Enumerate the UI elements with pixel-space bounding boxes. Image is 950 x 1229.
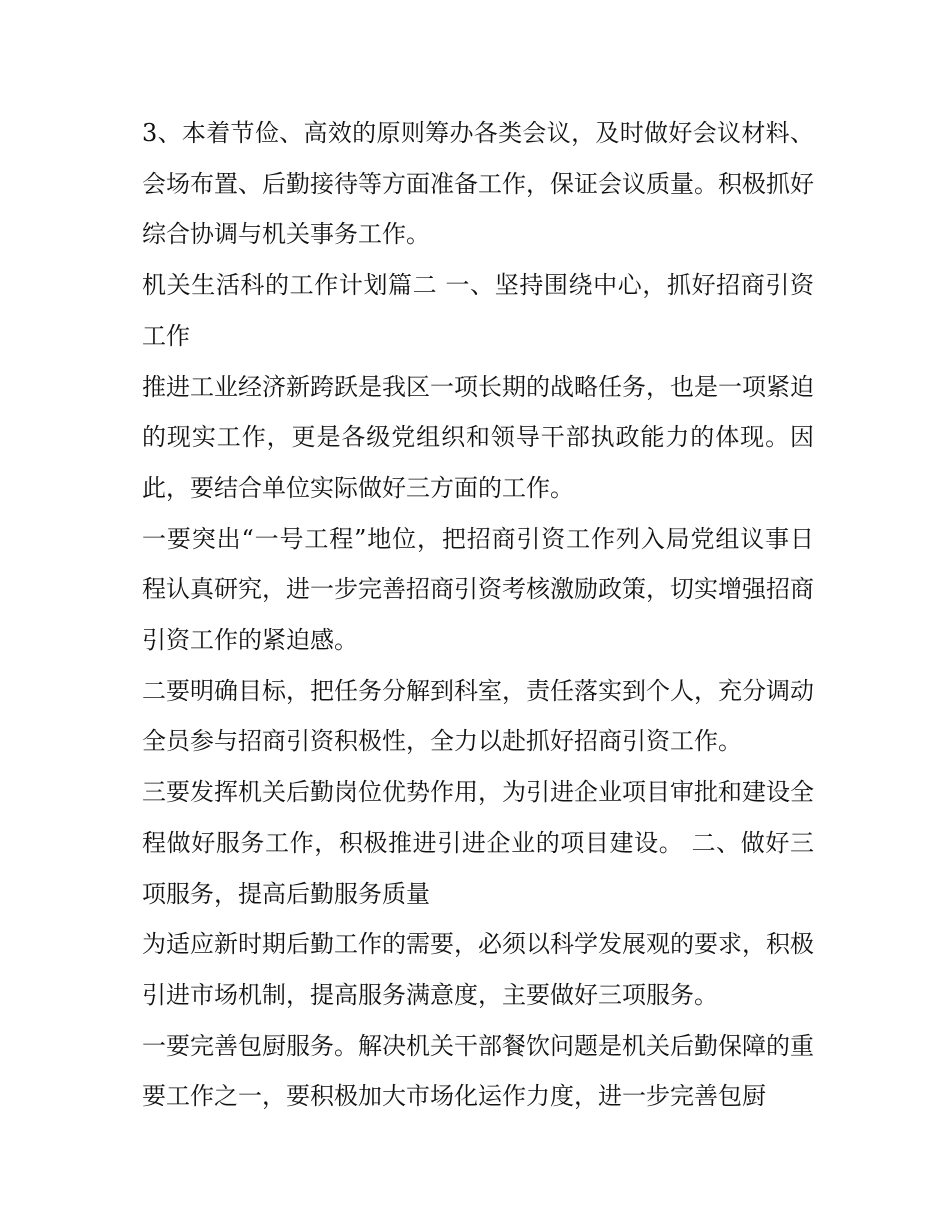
paragraph-logistics-advantage: 三要发挥机关后勤岗位优势作用，为引进企业项目审批和建设全程做好服务工作，积极推进引进企业的项目建设。 二、做好三项服务，提高后勤服务质量 — [142, 778, 814, 908]
paragraph-industrial-economy: 推进工业经济新跨跃是我区一项长期的战略任务，也是一项紧迫的现实工作，更是各级党组织和领导干部执政能力的体现。因此，要结合单位实际做好三方面的工作。 — [142, 372, 814, 502]
section-heading-investment: 机关生活科的工作计划篇二 一、坚持围绕中心，抓好招商引资工作 — [142, 271, 814, 350]
paragraph-meeting-preparation: 3、本着节俭、高效的原则筹办各类会议，及时做好会议材料、会场布置、后勤接待等方面准备工作，保证会议质量。积极抓好综合协调与机关事务工作。 — [142, 119, 814, 249]
paragraph-first-priority: 一要突出“一号工程”地位，把招商引资工作列入局党组议事日程认真研究，进一步完善招商引资考核激励政策，切实增强招商引资工作的紧迫感。 — [142, 524, 814, 655]
paragraph-clear-targets: 二要明确目标，把任务分解到科室，责任落实到个人，充分调动全员参与招商引资积极性，全力以赴抓好招商引资工作。 — [142, 676, 814, 756]
document-body — [142, 108, 814, 1122]
paragraph-catering-service: 一要完善包厨服务。解决机关干部餐饮问题是机关后勤保障的重要工作之一，要积极加大市场化运作力度，进一步完善包厨 — [142, 1031, 814, 1111]
paragraph-market-mechanism: 为适应新时期后勤工作的需要，必须以科学发展观的要求，积极引进市场机制，提高服务满意度，主要做好三项服务。 — [142, 930, 814, 1009]
